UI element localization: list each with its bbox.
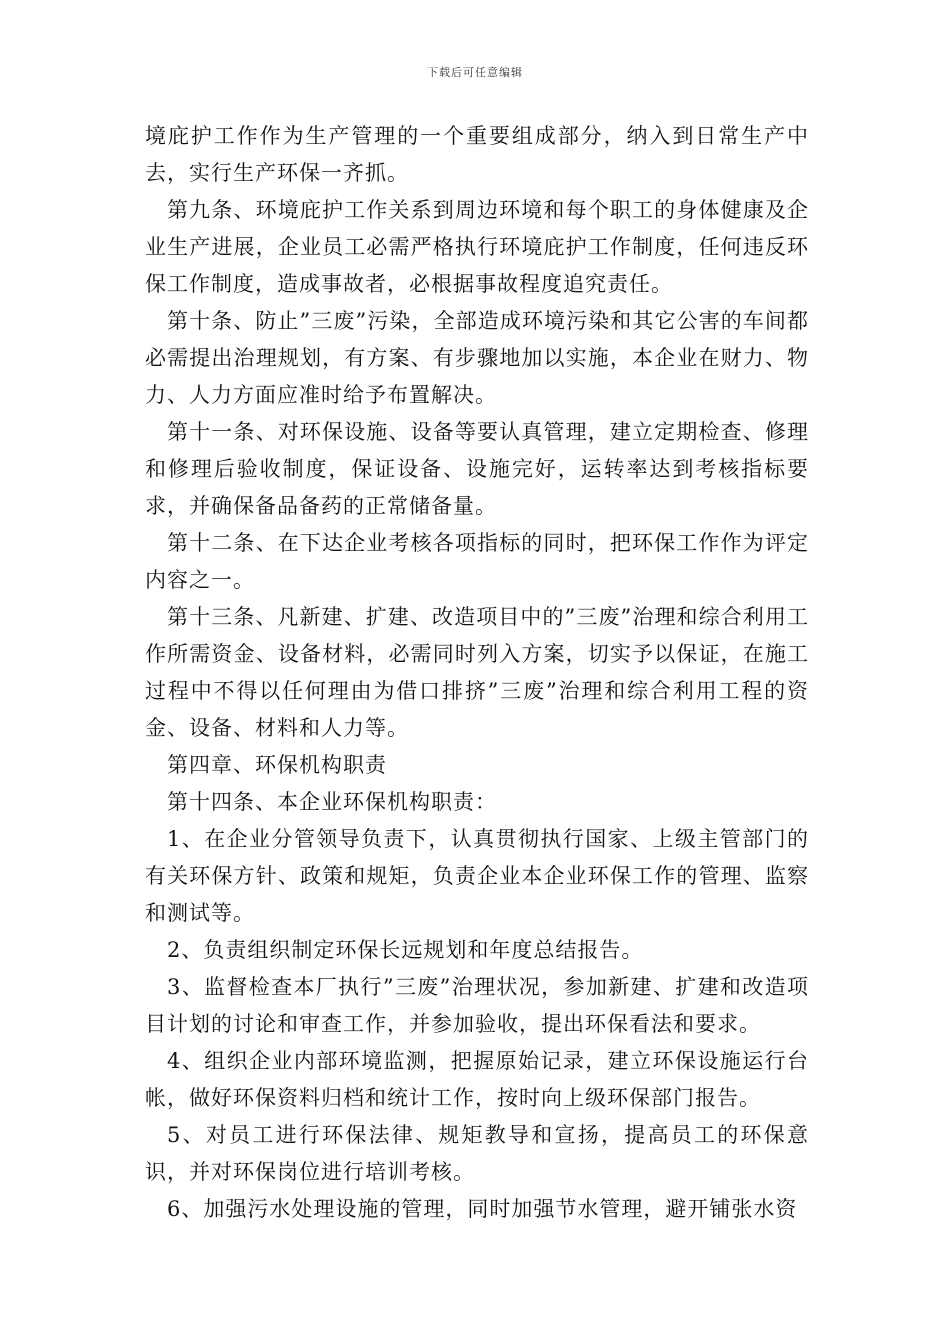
paragraph-article-13: 第十三条、凡新建、扩建、改造项目中的”三废”治理和综合利用工作所需资金、设备材料，必需同时列入方案，切实予以保证，在施工过程中不得以任何理由为借口排挤”三废”治理和综合利用工程的资金、设备、材料和人力等。	[145, 605, 809, 740]
paragraph-article-10: 第十条、防止”三废”污染，全部造成环境污染和其它公害的车间都必需提出治理规划，有方案、有步骤地加以实施，本企业在财力、物力、人力方面应准时给予布置解决。	[145, 309, 809, 407]
paragraph-article-14: 第十四条、本企业环保机构职责：	[167, 790, 497, 814]
paragraph-continuation: 境庇护工作作为生产管理的一个重要组成部分，纳入到日常生产中去，实行生产环保一齐抓。	[145, 124, 809, 185]
list-item-2: 2、负责组织制定环保长远规划和年度总结报告。	[167, 938, 644, 962]
list-item-5: 5、对员工进行环保法律、规矩教导和宣扬，提高员工的环保意识，并对环保岗位进行培训考核。	[145, 1123, 809, 1184]
page-header: 下载后可任意编辑	[427, 66, 523, 79]
list-item-3: 3、监督检查本厂执行”三废”治理状况，参加新建、扩建和改造项目计划的讨论和审查工作，并参加验收，提出环保看法和要求。	[145, 975, 809, 1036]
list-item-4: 4、组织企业内部环境监测，把握原始记录，建立环保设施运行台帐，做好环保资料归档和统计工作，按时向上级环保部门报告。	[145, 1049, 809, 1110]
paragraph-article-12: 第十二条、在下达企业考核各项指标的同时，把环保工作作为评定内容之一。	[145, 531, 809, 592]
document-body	[145, 118, 809, 1228]
chapter-heading: 第四章、环保机构职责	[167, 753, 387, 777]
list-item-1: 1、在企业分管领导负责下，认真贯彻执行国家、上级主管部门的有关环保方针、政策和规矩，负责企业本企业环保工作的管理、监察和测试等。	[145, 827, 809, 925]
paragraph-article-9: 第九条、环境庇护工作关系到周边环境和每个职工的身体健康及企业生产进展，企业员工必需严格执行环境庇护工作制度，任何违反环保工作制度，造成事故者，必根据事故程度追究责任。	[145, 198, 809, 296]
paragraph-article-11: 第十一条、对环保设施、设备等要认真管理，建立定期检查、修理和修理后验收制度，保证设备、设施完好，运转率达到考核指标要求，并确保备品备药的正常储备量。	[145, 420, 809, 518]
list-item-6: 6、加强污水处理设施的管理，同时加强节水管理，避开铺张水资	[167, 1197, 798, 1221]
